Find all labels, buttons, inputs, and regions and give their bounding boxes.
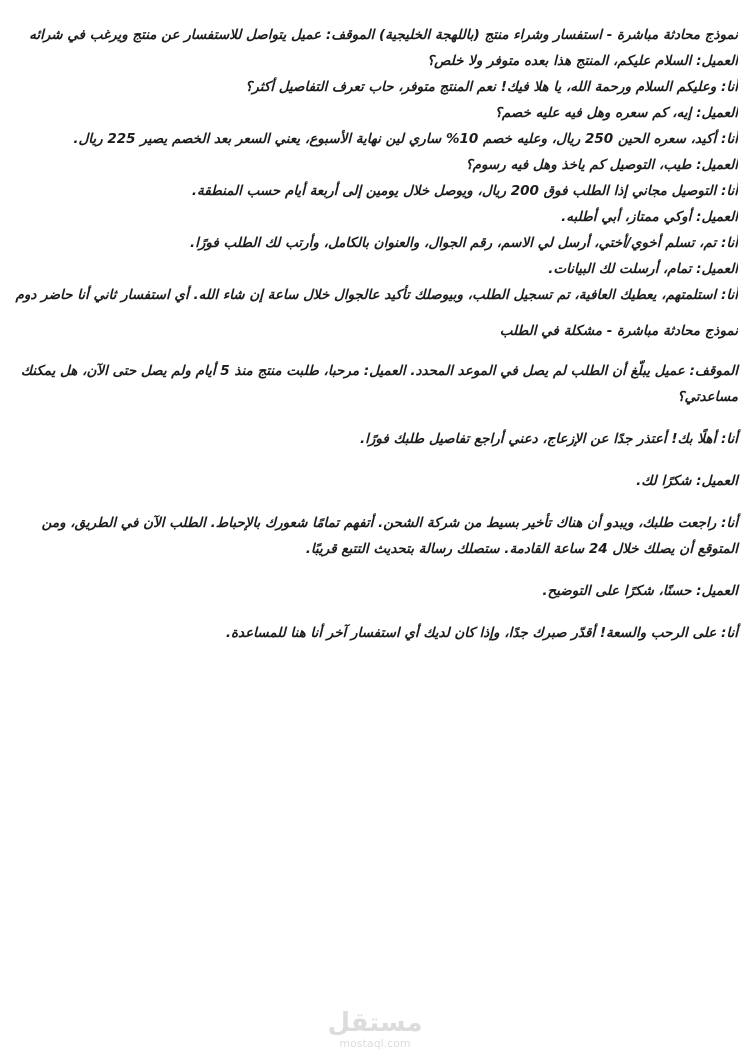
watermark-arabic: مستقل	[327, 1008, 423, 1038]
chat1-agent-line-5: أنا: استلمتهم، يعطيك العافية، تم تسجيل الطلب، وبيوصلك تأكيد عالجوال خلال ساعة إن شاء الله. أي استفسار ثاني أنا حاضر دوم	[15, 287, 738, 303]
watermark-latin: mostaql.com	[339, 1037, 411, 1050]
chat2-customer-thanks: العميل: شكرًا لك.	[636, 473, 738, 489]
chat1-customer-line-1: العميل: السلام عليكم، المنتج هذا بعده متوفر ولا خلص؟	[426, 53, 738, 69]
chat2-agent-reply-1: أنا: أهلًا بك! أعتذر جدًا عن الإزعاج، دعني أراجع تفاصيل طلبك فورًا.	[359, 431, 738, 447]
chat1-customer-line-2: العميل: إيه، كم سعره وهل فيه عليه خصم؟	[494, 105, 738, 121]
mostaql-watermark-logo	[320, 1008, 430, 1050]
document-body	[8, 22, 738, 646]
chat2-title: نموذج محادثة مباشرة - مشكلة في الطلب	[499, 323, 738, 339]
chat1-customer-line-5: العميل: تمام، أرسلت لك البيانات.	[548, 261, 738, 277]
chat2-agent-closing: أنا: على الرحب والسعة! أقدّر صبرك جدًا، وإذا كان لديك أي استفسار آخر أنا هنا للمساعدة.	[225, 625, 738, 641]
chat1-agent-line-4: أنا: تم، تسلم أخوي/أختي، أرسل لي الاسم، رقم الجوال، والعنوان بالكامل، وأرتب لك الطلب فورًا.	[190, 235, 738, 251]
chat1-agent-line-3: أنا: التوصيل مجاني إذا الطلب فوق 200 ريال، ويوصل خلال يومين إلى أربعة أيام حسب المنطقة.	[191, 183, 738, 199]
chat1-customer-line-3: العميل: طيب، التوصيل كم ياخذ وهل فيه رسوم؟	[465, 157, 738, 173]
chat2-situation: الموقف: عميل يبلّغ أن الطلب لم يصل في الموعد المحدد. العميل: مرحبا، طلبت منتج منذ 5 أيام ولم يصل حتى الآن، هل يمكنك مساعدتي؟	[20, 363, 738, 405]
chat2-agent-reply-2: أنا: راجعت طلبك، ويبدو أن هناك تأخير بسيط من شركة الشحن. أتفهم تمامًا شعورك بالإحباط. الطلب الآن في الطريق، ومن المتوقع أن يصلك خلال 24 ساعة القادمة. ستصلك رسالة بتحديث التتبع قريبًا.	[41, 515, 738, 557]
chat1-agent-line-1: أنا: وعليكم السلام ورحمة الله، يا هلا فيك! نعم المنتج متوفر، حاب تعرف التفاصيل أكثر؟	[245, 79, 738, 95]
chat1-agent-line-2: أنا: أكيد، سعره الحين 250 ريال، وعليه خصم 10% ساري لين نهاية الأسبوع، يعني السعر بعد الخصم يصير 225 ريال.	[73, 131, 738, 147]
chat2-customer-ok: العميل: حسنًا، شكرًا على التوضيح.	[542, 583, 738, 599]
chat1-heading-line: نموذج محادثة مباشرة - استفسار وشراء منتج (باللهجة الخليجية) الموقف: عميل يتواصل للاستفسار عن منتج ويرغب في شرائه	[29, 27, 738, 43]
chat1-customer-line-4: العميل: أوكي ممتاز، أبي أطلبه.	[561, 209, 738, 225]
